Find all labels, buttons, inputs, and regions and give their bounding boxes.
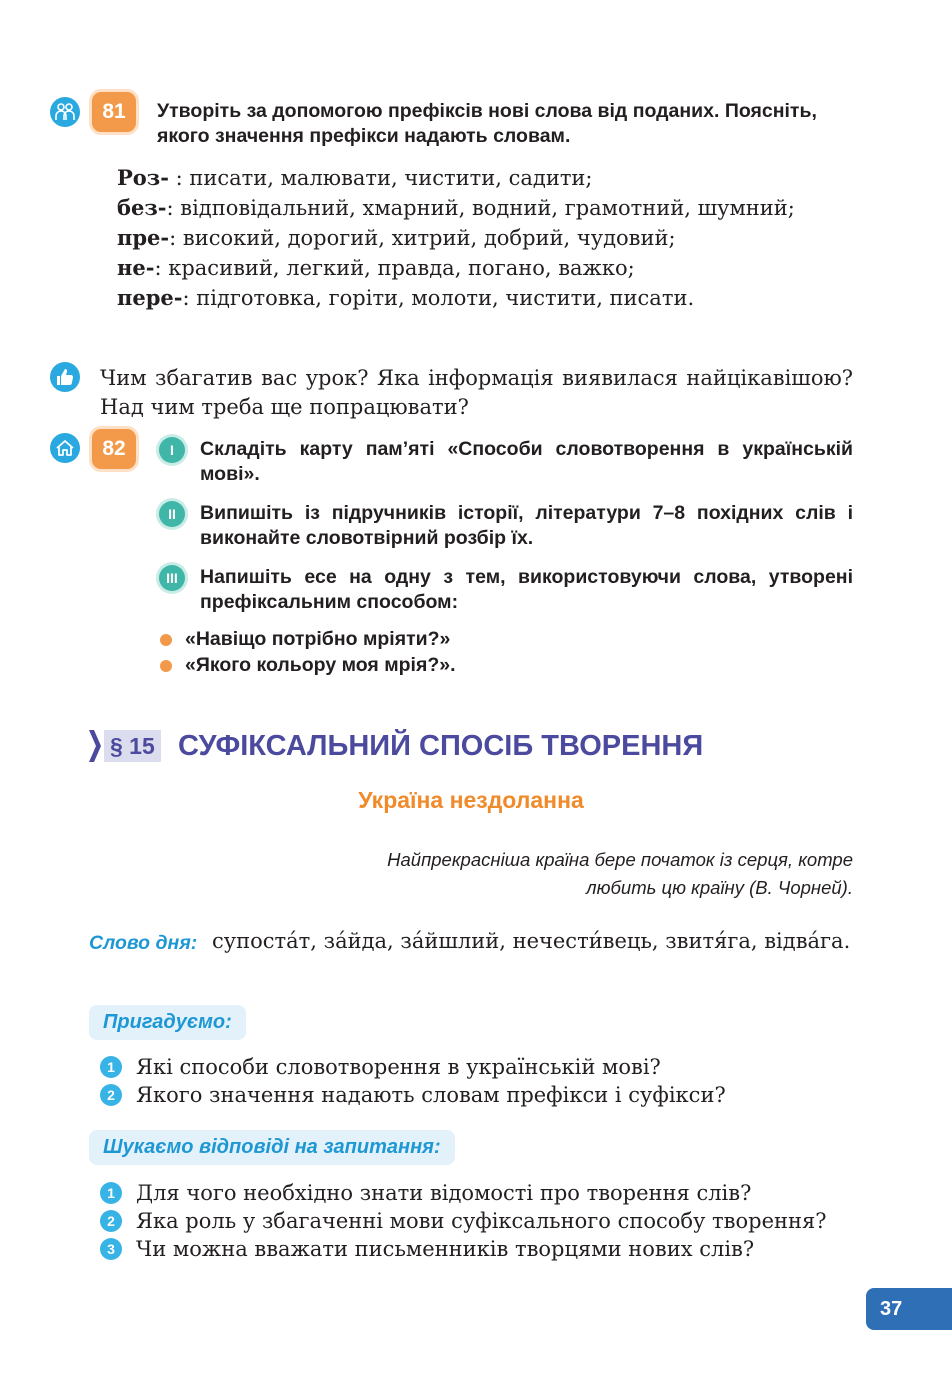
task-number-badge: 82 — [92, 429, 136, 469]
recall-questions — [100, 1053, 853, 1109]
question-number: 2 — [100, 1084, 122, 1106]
section-title: СУФІКСАЛЬНИЙ СПОСІБ ТВОРЕННЯ — [178, 730, 704, 762]
page-number: 37 — [866, 1288, 952, 1330]
task-81-word-list — [89, 163, 853, 313]
question-number: 3 — [100, 1238, 122, 1260]
epigraph-line: Найпрекрасніша країна бере початок із серця, котре — [387, 849, 853, 870]
list-item — [100, 1207, 853, 1235]
essay-topic: «Навіщо потрібно мріяти?» — [185, 628, 451, 650]
list-item — [100, 1179, 853, 1207]
level-I-text: Складіть карту пам’яті «Способи словотворення в українській мові». — [200, 438, 853, 485]
list-item — [100, 1235, 853, 1263]
task-number-badge: 81 — [92, 92, 136, 132]
word-of-day-label: Слово дня: — [89, 932, 198, 954]
section-number: § 15 — [104, 730, 161, 762]
prefix-row: пере-: підготовка, горіти, молоти, чистити, писати. — [117, 285, 695, 310]
pair-work-icon — [50, 97, 80, 127]
question-number: 1 — [100, 1182, 122, 1204]
task-81-instruction: Утворіть за допомогою префіксів нові слова від поданих. Поясніть, якого значення префікси надають словам. — [157, 100, 817, 147]
bullet-icon — [160, 634, 172, 646]
question-number: 1 — [100, 1056, 122, 1078]
level-II-text: Випишіть із підручників історії, літератури 7–8 похідних слів і виконайте словотвірний розбір їх. — [200, 502, 853, 549]
word-of-day-words: супоста́т, за́йда, за́йшлий, нечести́вець, звитя́га, відва́га. — [212, 929, 851, 953]
reflection-question: Чим збагатив вас урок? Яка інформація виявилася найцікавішою? Над чим треба ще попрацювати? — [100, 366, 853, 419]
question-text: Яка роль у збагаченні мови суфіксального способу творення? — [136, 1209, 827, 1233]
home-icon — [50, 433, 80, 463]
lesson-subtitle: Україна нездоланна — [358, 787, 584, 813]
epigraph — [300, 846, 853, 902]
prefix-row: Роз- : писати, малювати, чистити, садити; — [117, 165, 593, 190]
level-II-marker: II — [159, 501, 185, 527]
level-I-marker: I — [159, 437, 185, 463]
recall-heading: Пригадуємо: — [89, 1005, 246, 1040]
prefix-row: без-: відповідальний, хмарний, водний, грамотний, шумний; — [117, 195, 795, 220]
section-arrow-icon — [89, 730, 101, 762]
question-text: Якого значення надають словам префікси і суфікси? — [136, 1083, 726, 1107]
prefix-row: не-: красивий, легкий, правда, погано, важко; — [117, 255, 635, 280]
epigraph-line: любить цю країну (В. Чорней). — [586, 877, 853, 898]
list-item — [100, 1053, 853, 1081]
bullet-icon — [160, 660, 172, 672]
thumbs-up-icon — [50, 362, 80, 392]
question-text: Для чого необхідно знати відомості про творення слів? — [136, 1181, 752, 1205]
question-text: Які способи словотворення в українській мові? — [136, 1055, 661, 1079]
search-questions — [100, 1179, 853, 1263]
list-item — [100, 1081, 853, 1109]
question-text: Чи можна вважати письменників творцями нових слів? — [136, 1237, 755, 1261]
essay-topic: «Якого кольору моя мрія?». — [185, 654, 456, 676]
question-number: 2 — [100, 1210, 122, 1232]
prefix-row: пре-: високий, дорогий, хитрий, добрий, чудовий; — [117, 225, 676, 250]
search-answers-heading: Шукаємо відповіді на запитання: — [89, 1130, 455, 1165]
level-III-text: Напишіть есе на одну з тем, використовуючи слова, утворені префіксальним способом: — [200, 566, 853, 613]
level-III-marker: III — [159, 565, 185, 591]
